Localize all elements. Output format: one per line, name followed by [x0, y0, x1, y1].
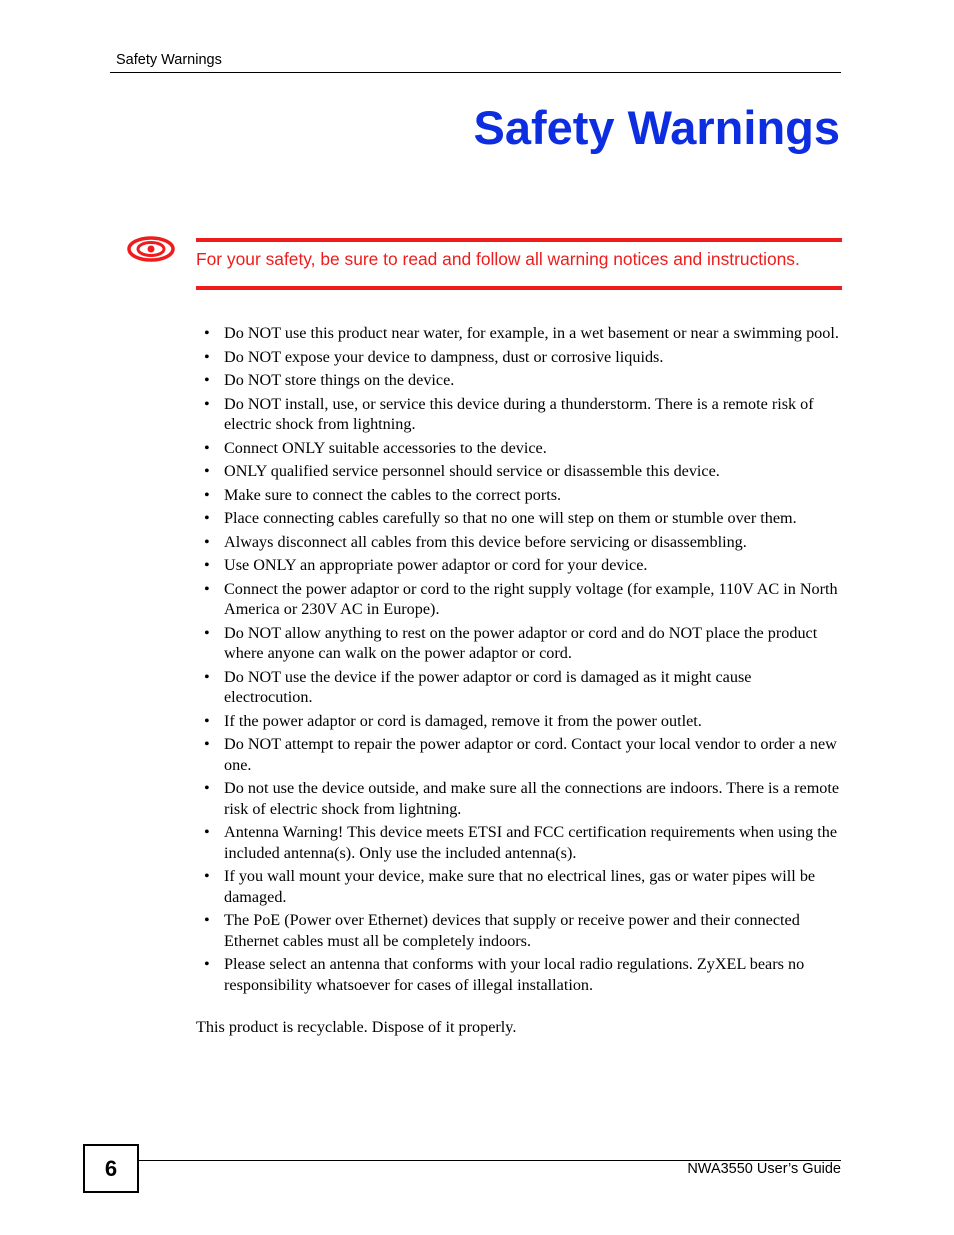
bullet-icon: •	[204, 955, 210, 973]
list-item: • Do NOT use the device if the power adaptor or cord is damaged as it might cause electrocution.	[204, 667, 752, 706]
bullet-icon: •	[204, 711, 210, 730]
bullet-icon: •	[204, 324, 210, 342]
bullet-icon: •	[204, 579, 210, 598]
list-item: • Do NOT store things on the device.	[204, 371, 455, 389]
bullet-icon: •	[204, 867, 210, 885]
bullet-icon: •	[204, 438, 210, 457]
warning-text: For your safety, be sure to read and follow all warning notices and instructions.	[196, 249, 800, 269]
bullet-icon: •	[204, 779, 210, 797]
list-item: • If the power adaptor or cord is damaged, remove it from the power outlet.	[204, 711, 702, 730]
list-item: • Please select an antenna that conforms with your local radio regulations. ZyXEL bears no responsibility whatsoever for cases of illegal installation.	[204, 955, 805, 994]
list-item: • Do NOT attempt to repair the power adaptor or cord. Contact your local vendor to order a new one.	[204, 735, 837, 774]
recycling-note: This product is recyclable. Dispose of it properly.	[196, 1018, 517, 1036]
bullet-icon: •	[204, 532, 210, 551]
list-item: • Make sure to connect the cables to the correct ports.	[204, 485, 562, 504]
page-number: 6	[83, 1144, 139, 1193]
eye-warning-icon	[126, 234, 176, 264]
list-item: • Do NOT install, use, or service this device during a thunderstorm. There is a remote risk of electric shock from lightning.	[204, 394, 814, 433]
list-item: • Always disconnect all cables from this device before servicing or disassembling.	[204, 532, 747, 551]
list-item: • ONLY qualified service personnel should service or disassemble this device.	[204, 462, 720, 480]
list-item: • Connect the power adaptor or cord to the right supply voltage (for example, 110V AC in North America or 230V AC in Europe).	[204, 579, 838, 618]
bullet-icon: •	[204, 556, 210, 574]
list-item: • Do NOT expose your device to dampness, dust or corrosive liquids.	[204, 347, 664, 366]
list-item: • Do NOT allow anything to rest on the power adaptor or cord and do NOT place the product where anyone can walk on the power adaptor or cord.	[204, 623, 818, 662]
running-header: Safety Warnings	[116, 52, 222, 68]
warning-rule-bottom	[196, 286, 842, 290]
bullet-icon: •	[204, 509, 210, 527]
page-title: Safety Warnings	[473, 101, 840, 154]
list-item: • Connect ONLY suitable accessories to the device.	[204, 438, 547, 457]
list-item: • Do NOT use this product near water, for example, in a wet basement or near a swimming pool.	[204, 324, 839, 342]
bullet-icon: •	[204, 485, 210, 504]
bullet-icon: •	[204, 667, 210, 686]
list-item: • Use ONLY an appropriate power adaptor or cord for your device.	[204, 556, 648, 574]
bullet-icon: •	[204, 347, 210, 366]
warning-rule-top	[196, 238, 842, 242]
header-rule	[110, 72, 841, 73]
bullet-icon: •	[204, 623, 210, 642]
bullet-icon: •	[204, 462, 210, 480]
safety-bullet-list	[204, 323, 844, 998]
bullet-icon: •	[204, 735, 210, 753]
bullet-icon: •	[204, 371, 210, 389]
list-item: • The PoE (Power over Ethernet) devices that supply or receive power and their connected Ethernet cables must all be completely indoors.	[204, 911, 800, 950]
bullet-icon: •	[204, 911, 210, 929]
list-item: • Antenna Warning! This device meets ETSI and FCC certification requirements when using the included antenna(s). Only use the included antenna(s).	[204, 823, 838, 862]
list-item: • Place connecting cables carefully so that no one will step on them or stumble over them.	[204, 509, 797, 527]
list-item: • Do not use the device outside, and make sure all the connections are indoors. There is a remote risk of electric shock from lightning.	[204, 779, 840, 818]
bullet-icon: •	[204, 823, 210, 841]
list-item: • If you wall mount your device, make sure that no electrical lines, gas or water pipes will be damaged.	[204, 867, 816, 906]
guide-name: NWA3550 User’s Guide	[687, 1161, 841, 1177]
bullet-icon: •	[204, 394, 210, 413]
